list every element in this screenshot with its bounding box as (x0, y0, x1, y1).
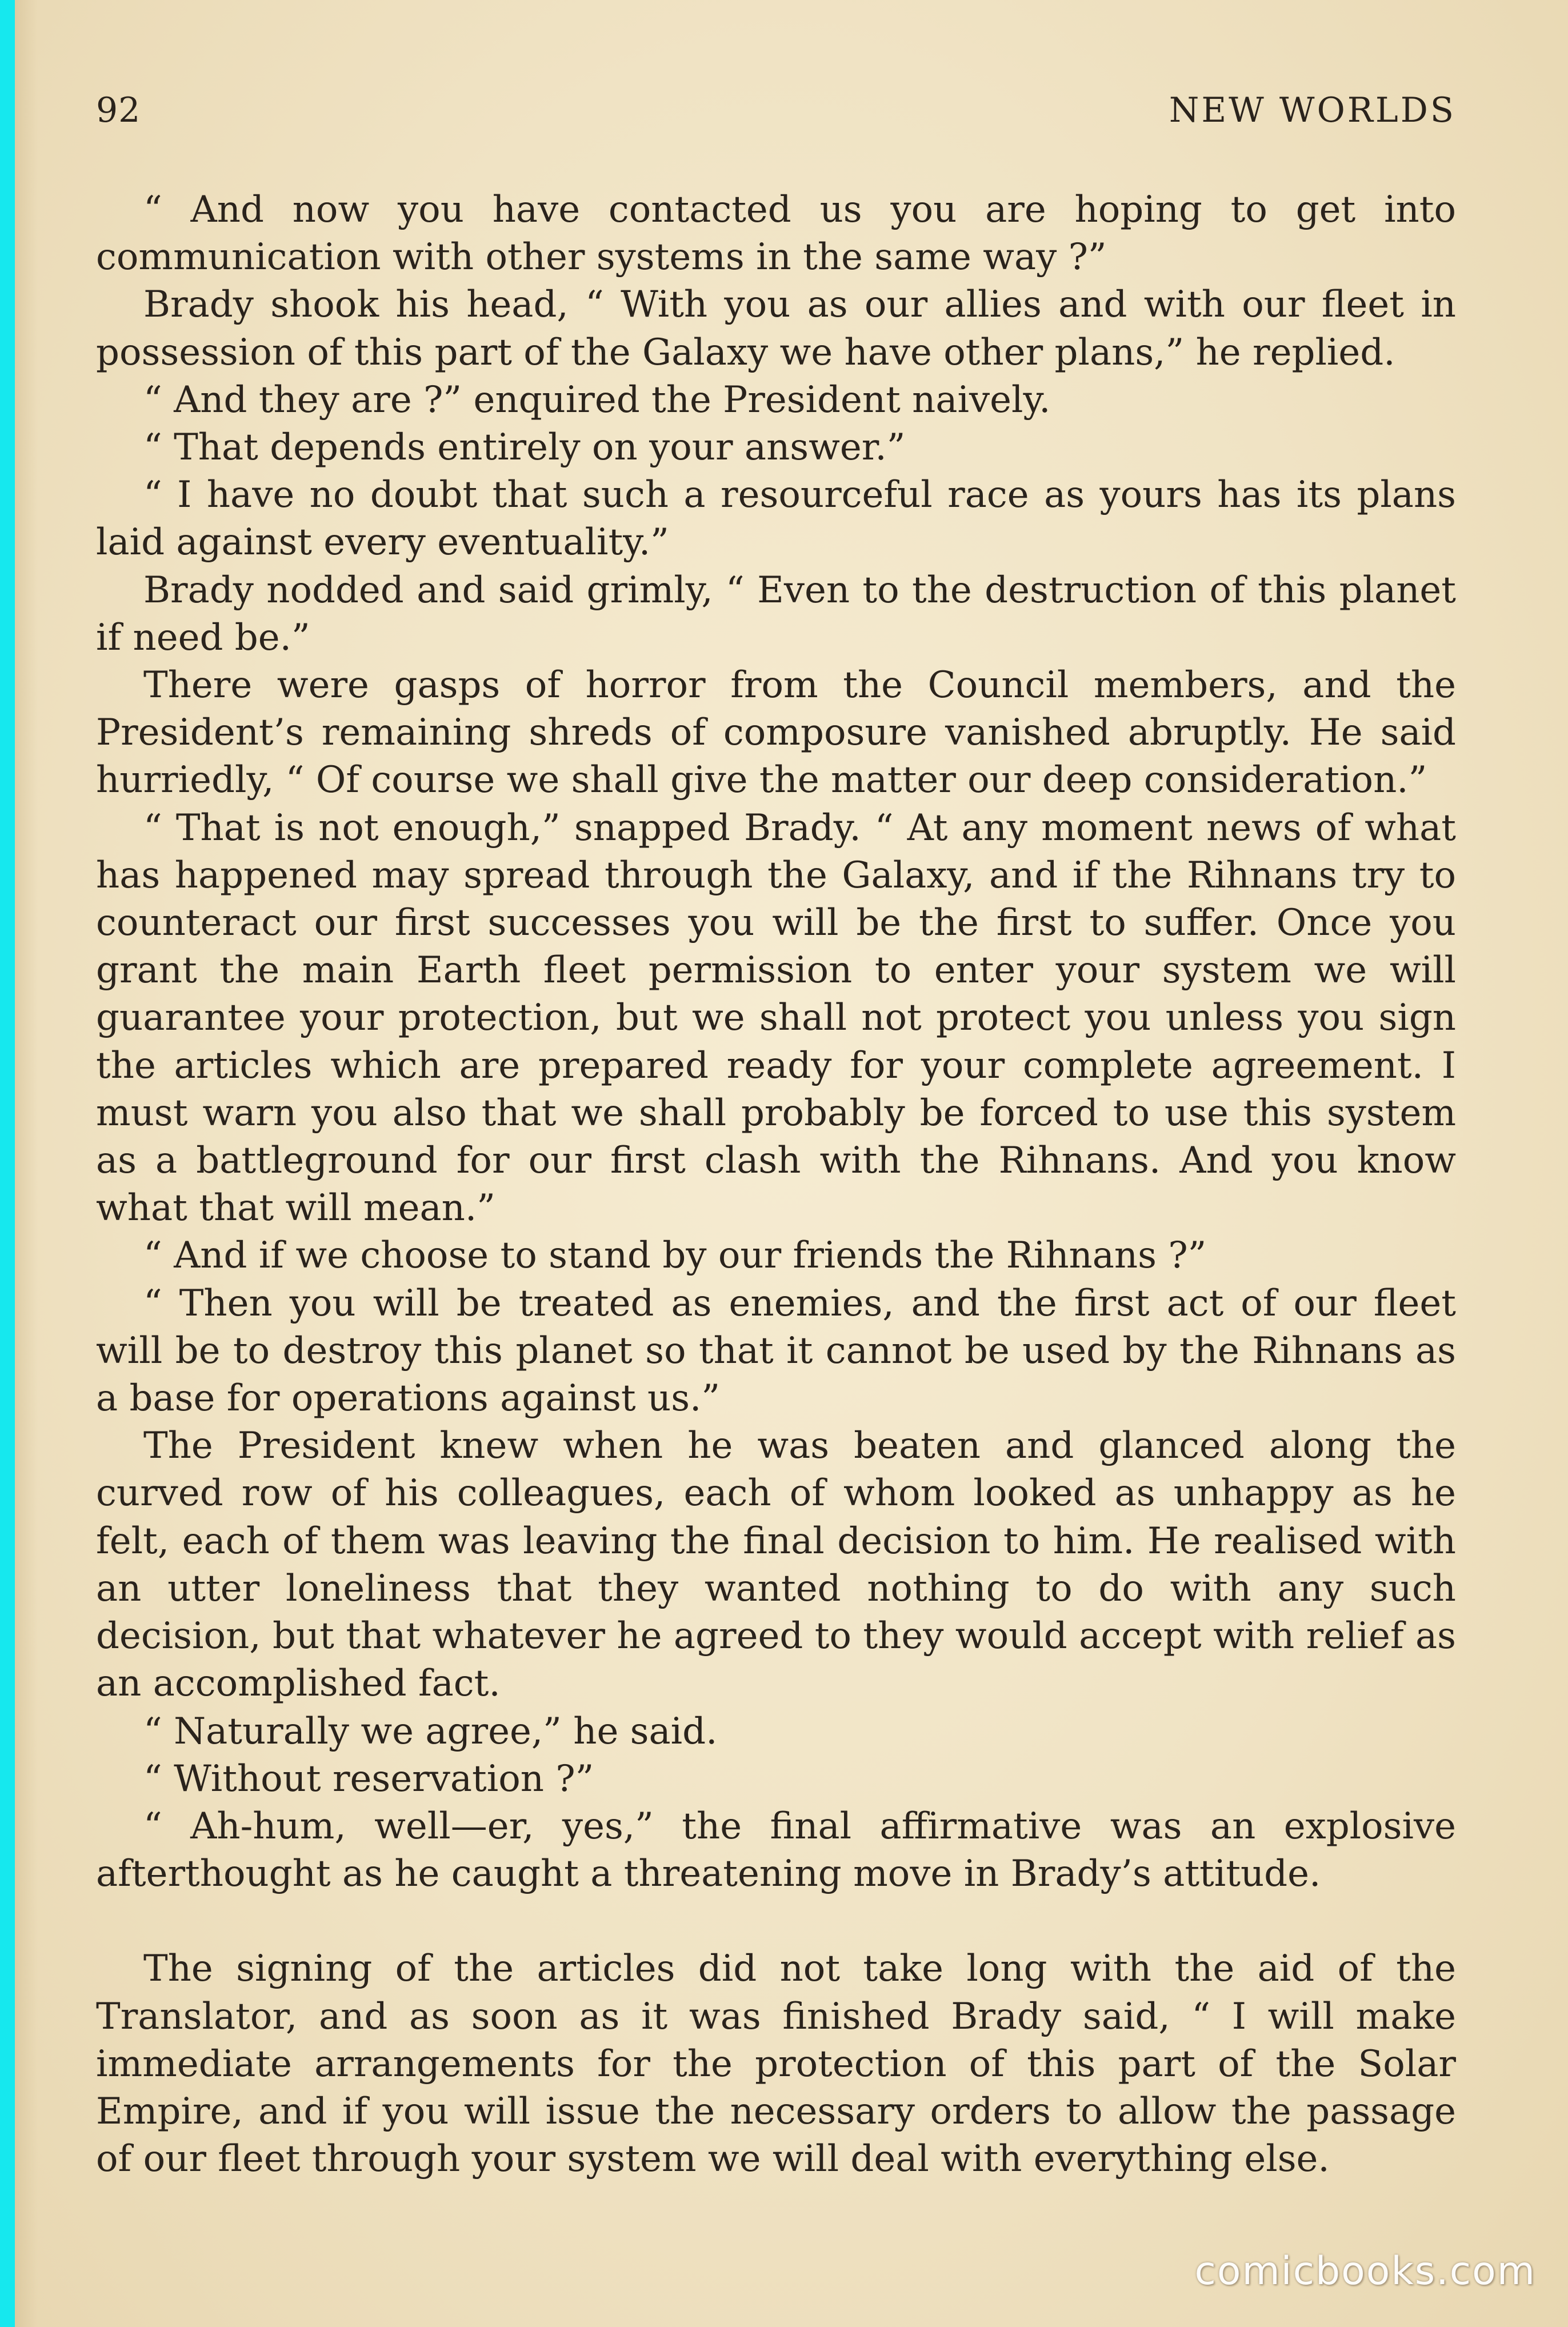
paragraph: There were gasps of horror from the Council members, and the President’s remaining shreds of composure vanished abruptly. He said hurriedly, “ Of course we shall give the matter our deep consideration.” (96, 664, 1456, 802)
running-head: NEW WORLDS (1169, 90, 1456, 130)
paragraph: “ Then you will be treated as enemies, and the first act of our fleet will be to destroy this planet so that it cannot be used by the Rihnans as a base for operations against us.” (96, 1282, 1456, 1420)
paragraph: “ Ah-hum, well—er, yes,” the final affirmative was an explosive afterthought as he caught a threatening move in Brady’s attitude. (96, 1805, 1456, 1896)
paragraph: “ And if we choose to stand by our friends the Rihnans ?” (143, 1234, 1207, 1277)
paragraph: The President knew when he was beaten and glanced along the curved row of his colleagues, each of whom looked as unhappy as he felt, each of them was leaving the final decision to him. He realised with an utter loneliness that they wanted nothing to do with any such decision, but that whatever he agreed to they would accept with relief as an accomplished fact. (96, 1425, 1456, 1705)
paragraph: “ Naturally we agree,” he said. (143, 1710, 718, 1753)
paper-shadow (15, 0, 38, 2327)
watermark-logo: comicbooks.com (1194, 2249, 1536, 2294)
page-number: 92 (96, 90, 141, 130)
paragraph: “ That is not enough,” snapped Brady. “ At any moment news of what has happened may spread through the Galaxy, and if the Rihnans try to counteract our first successes you will be the first to suffer. Once you grant the main Earth fleet permission to enter your system we will guarantee your protection, but we shall not protect you unless you sign the articles which are prepared ready for your complete agreement. I must warn you also that we shall probably be forced to use this system as a battleground for our first clash with the Rihnans. And you know what that will mean.” (96, 806, 1456, 1230)
scan-edge-strip (0, 0, 15, 2327)
paragraph: Brady nodded and said grimly, “ Even to the destruction of this planet if need be.” (96, 569, 1456, 659)
paragraph: “ I have no doubt that such a resourceful race as yours has its plans laid against every eventuality.” (96, 474, 1456, 564)
body-text (96, 186, 1456, 2183)
paragraph: Brady shook his head, “ With you as our allies and with our fleet in possession of this part of the Galaxy we have other plans,” he replied. (96, 283, 1456, 374)
paragraph: The signing of the articles did not take long with the aid of the Translator, and as soon as it was finished Brady said, “ I will make immediate arrangements for the protection of this part of the Solar Empire, and if you will issue the necessary orders to allow the passage of our fleet through your system we will deal with everything else. (96, 1948, 1456, 2181)
page-header (96, 90, 1456, 147)
paragraph: “ And now you have contacted us you are hoping to get into communication with other systems in the same way ?” (96, 189, 1456, 279)
paragraph: “ Without reservation ?” (143, 1757, 594, 1800)
paragraph: “ And they are ?” enquired the President naively. (143, 378, 1051, 421)
paragraph: “ That depends entirely on your answer.” (143, 426, 906, 469)
